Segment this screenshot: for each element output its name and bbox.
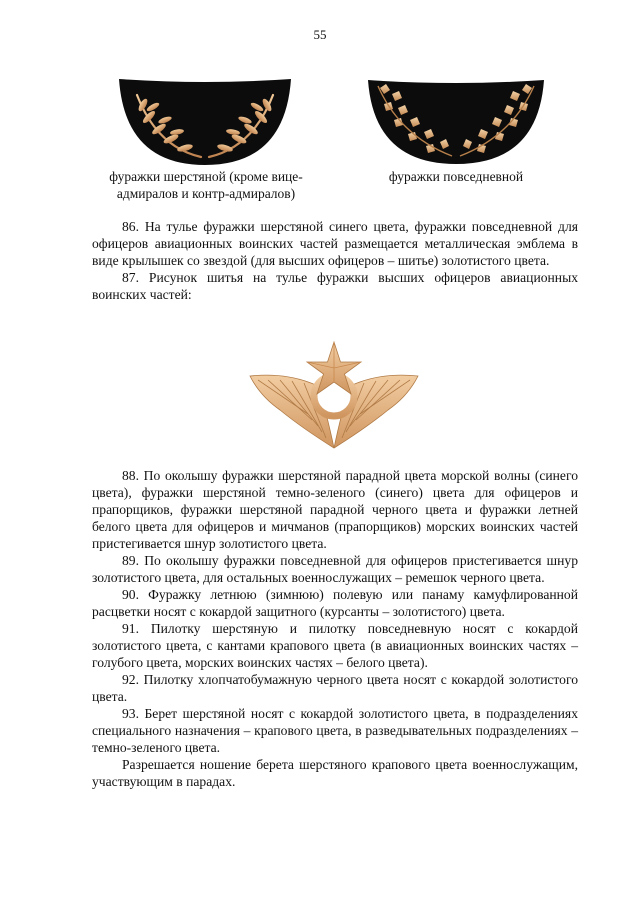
left-visor-caption (95, 168, 317, 202)
winged-star-embroidery-icon (248, 340, 420, 450)
embroidered-visor-woolen-cap-icon (117, 77, 293, 167)
text-block-bottom (92, 467, 578, 790)
paragraph-87: 87. Рисунок шитья на тулье фуражки высших офицеров авиационных воинских частей: (92, 270, 578, 302)
paragraph-90: 90. Фуражку летнюю (зимнюю) полевую или панаму камуфлированной расцветки носят с кокардой защитного (курсанты – золотистого) цвета. (92, 587, 578, 619)
paragraph-89: 89. По околышу фуражки повседневной для офицеров пристегивается шнур золотистого цвета, для остальных военнослужащих – ремешок черного цвета. (92, 553, 578, 585)
page-number: 55 (313, 27, 327, 42)
left-visor-caption-line1: фуражки шерстяной (кроме вице- (109, 169, 303, 184)
paragraph-93: 93. Берет шерстяной носят с кокардой золотистого цвета, в подразделениях специального назначения – крапового цвета, в разведывательных подразделениях – темно-зеленого цвета. (92, 706, 578, 755)
paragraph-88: 88. По околышу фуражки шерстяной парадной цвета морской волны (синего цвета), фуражки шерстяной темно-зеленого (синего) цвета для офицеров и прапорщиков, фуражки шерстяной парадной черного цвета и фуражки летней белого цвета для офицеров и мичманов (прапорщиков) морских воинских частей пристегивается шнур золотистого цвета. (92, 468, 578, 551)
paragraph-86: 86. На тулье фуражки шерстяной синего цвета, фуражки повседневной для офицеров авиационных воинских частей размещается металлическая эмблема в виде крылышек со звездой (для высших офицеров – шитье) золотистого цвета. (92, 219, 578, 268)
right-visor-caption: фуражки повседневной (388, 169, 524, 184)
paragraph-91: 91. Пилотку шерстяную и пилотку повседневную носят с кокардой золотистого цвета, с кантами крапового цвета (в авиационных воинских частях – голубого цвета, морских воинских частях – белого цвета). (92, 621, 578, 670)
embroidered-visor-everyday-cap-icon (366, 78, 546, 166)
paragraph-beret-permission: Разрешается ношение берета шерстяного крапового цвета военнослужащим, участвующим в парадах. (92, 757, 578, 789)
left-visor-caption-line2: адмиралов и контр-адмиралов) (116, 186, 296, 201)
text-block-top (92, 218, 578, 303)
paragraph-92: 92. Пилотку хлопчатобумажную черного цвета носят с кокардой золотистого цвета. (92, 672, 578, 704)
